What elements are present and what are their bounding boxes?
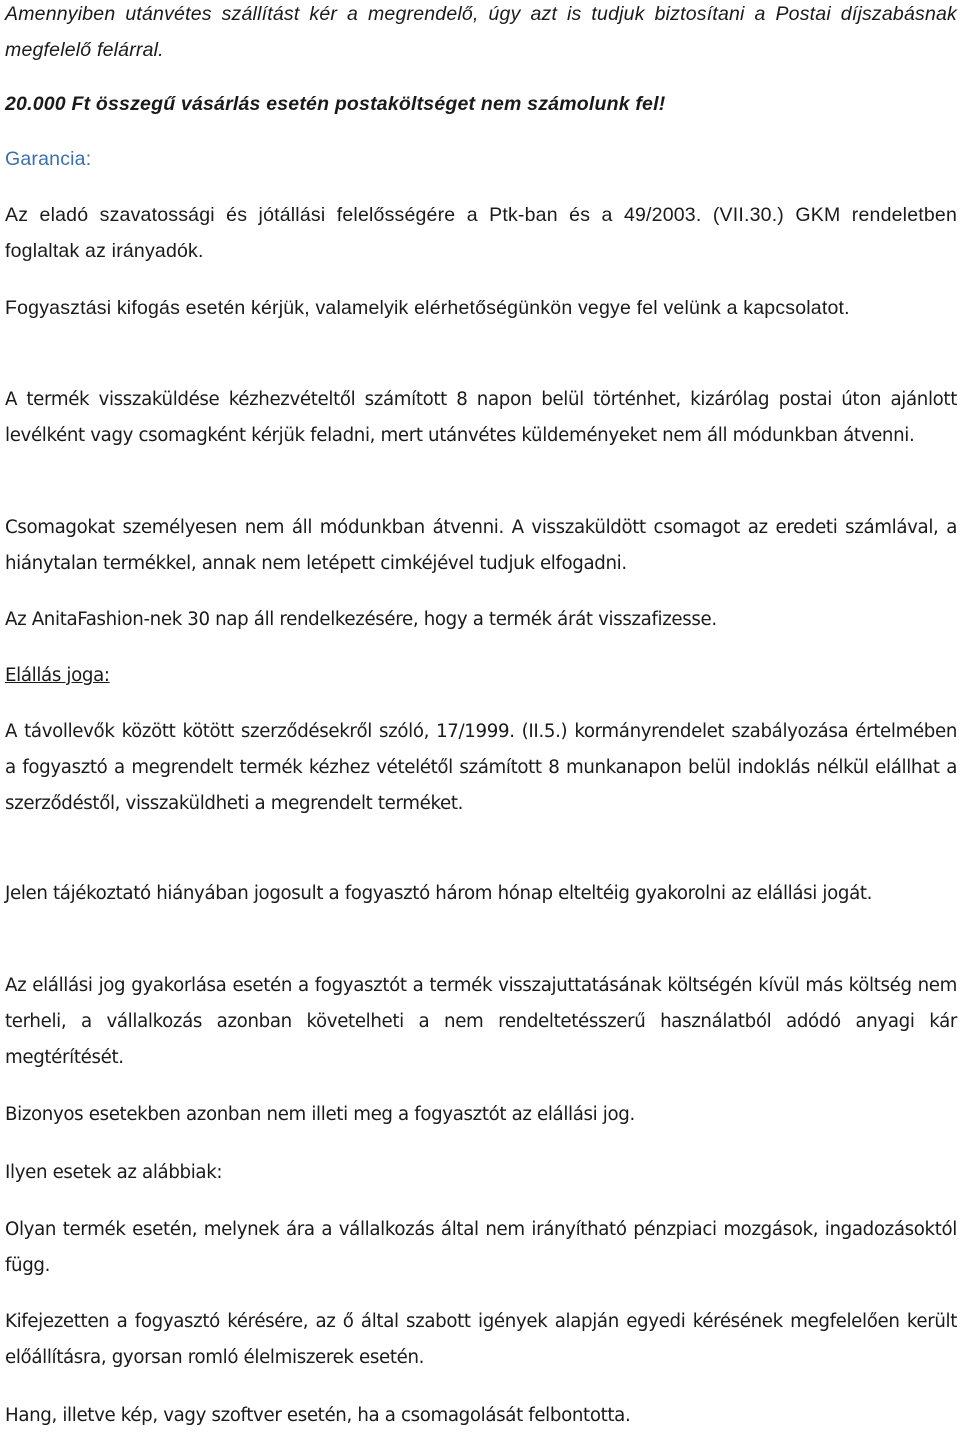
guarantee-heading: Garancia:: [5, 148, 92, 170]
returns-paragraph: A termék visszaküldése kézhezvételtől számított 8 napon belül történhet, kizárólag postai úton ajánlott levélként vagy csomagként kérjük feladni, mert utánvétes küldeményeket nem áll módunkban átvenni.: [5, 389, 957, 446]
withdrawal-heading: Elállás joga:: [5, 665, 110, 686]
withdrawal-paragraph: A távollevők között kötött szerződésekről szóló, 17/1999. (II.5.) kormányrendelet szabályozása értelmében a fogyasztó a megrendelt termék kézhez vételétől számított 8 munkanapon belül indoklás nélkül elállhat a szerződéstől, visszaküldheti a megrendelt terméket.: [5, 721, 957, 814]
exception-intro-paragraph: Bizonyos esetekben azonban nem illeti meg a fogyasztót az elállási jog.: [5, 1104, 635, 1125]
guarantee-paragraph: Az eladó szavatossági és jótállási felelősségére a Ptk-ban és a 49/2003. (VII.30.) GKM rendeletben foglaltak az irányadók.: [5, 204, 957, 262]
exception-software-paragraph: Hang, illetve kép, vagy szoftver esetén, ha a csomagolását felbontotta.: [5, 1405, 631, 1426]
exception-market-paragraph: Olyan termék esetén, melynek ára a vállalkozás által nem irányítható pénzpiaci mozgások, ingadozásoktól függ.: [5, 1219, 957, 1276]
withdrawal-cost-paragraph: Az elállási jog gyakorlása esetén a fogyasztót a termék visszajuttatásának költségén kívül más költség nem terheli, a vállalkozás azonban követelheti a nem rendeltetésszerű használatból adódó anyagi kár megtérítését.: [5, 975, 957, 1068]
exception-custom-paragraph: Kifejezetten a fogyasztó kérésére, az ő által szabott igények alapján egyedi kérésének megfelelően került előállításra, gyorsan romló élelmiszerek esetén.: [5, 1311, 957, 1368]
complaint-paragraph: Fogyasztási kifogás esetén kérjük, valamelyik elérhetőségünkön vegye fel velünk a kapcsolatot.: [5, 297, 850, 319]
returns-personal-paragraph: Csomagokat személyesen nem áll módunkban átvenni. A visszaküldött csomagot az eredeti számlával, a hiánytalan termékkel, annak nem letépett cimkéjével tudjuk elfogadni.: [5, 517, 957, 574]
refund-paragraph: Az AnitaFashion-nek 30 nap áll rendelkezésére, hogy a termék árát visszafizesse.: [5, 609, 717, 630]
free-shipping-paragraph: 20.000 Ft összegű vásárlás esetén postaköltséget nem számolunk fel!: [5, 93, 666, 115]
withdrawal-deadline-paragraph: Jelen tájékoztató hiányában jogosult a fogyasztó három hónap elteltéig gyakorolni az elállási jogát.: [5, 883, 873, 904]
exception-list-title: Ilyen esetek az alábbiak:: [5, 1162, 223, 1183]
shipping-cod-paragraph: Amennyiben utánvétes szállítást kér a megrendelő, úgy azt is tudjuk biztosítani a Postai díjszabásnak megfelelő felárral.: [5, 3, 957, 61]
